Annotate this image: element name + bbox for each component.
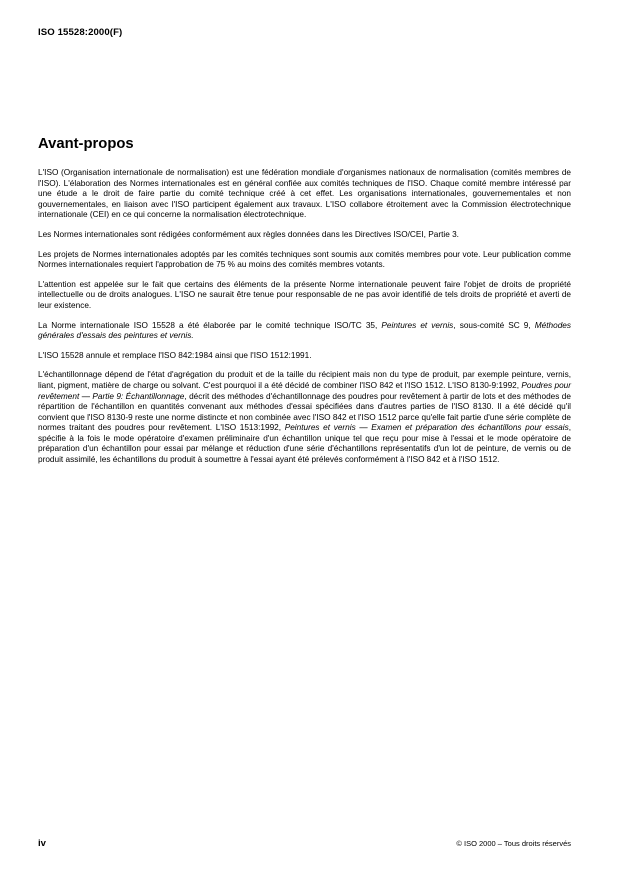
emphasis-subcommittee-title: Méthodes générales d'essais des peintures et vernis.: [38, 320, 571, 341]
emphasis-committee-title: Peintures et vernis: [381, 320, 454, 330]
paragraph-directives: Les Normes internationales sont rédigées conformément aux règles données dans les Directives ISO/CEI, Partie 3.: [38, 229, 459, 239]
paragraph-committee: [38, 321, 571, 342]
paragraph-patent-rights: L'attention est appelée sur le fait que certains des éléments de la présente Norme internationale peuvent faire l'objet de droits de propriété intellectuelle ou de droits analogues. L'ISO ne saurait être tenue pour responsable de ne pas avoir identifié de tels droits de propriété et averti de leur existence.: [38, 279, 571, 310]
text-segment: , sous-comité SC 9,: [453, 320, 535, 330]
foreword-body: [38, 168, 571, 475]
copyright-notice: © ISO 2000 – Tous droits réservés: [456, 839, 571, 848]
text-segment: La Norme internationale ISO 15528 a été élaborée par le comité technique ISO/TC 35,: [38, 320, 382, 330]
paragraph-replacement: L'ISO 15528 annule et remplace l'ISO 842:1984 ainsi que l'ISO 1512:1991.: [38, 350, 312, 360]
emphasis-standard-title: Poudres pour revêtement — Partie 9: Échantillonnage: [38, 380, 571, 401]
page-number: iv: [38, 838, 46, 849]
emphasis-standard-title: Peintures et vernis — Examen et préparation des échantillons pour essais: [284, 423, 569, 433]
paragraph-iso-organisation: L'ISO (Organisation internationale de normalisation) est une fédération mondiale d'organismes nationaux de normalisation (comités membres de l'ISO). L'élaboration des Normes internationales est en général confiée aux comités techniques de l'ISO. Chaque comité membre intéressé par une étude a le droit de faire partie du comité technique créé à cet effet. Les organisations internationales, gouvernementales et non gouvernementales, en liaison avec l'ISO participent également aux travaux. L'ISO collabore étroitement avec la Commission électrotechnique internationale (CEI) en ce qui concerne la normalisation électrotechnique.: [38, 168, 571, 220]
page-title: Avant-propos: [38, 136, 134, 152]
paragraph-vote: Les projets de Normes internationales adoptés par les comités techniques sont soumis aux comités membres pour vote. Leur publication comme Normes internationales requiert l'approbation de 75 % au moins des comités membres votants.: [38, 249, 571, 270]
paragraph-sampling: [38, 370, 571, 465]
text-segment: , spécifie à la fois le mode opératoire d'examen préliminaire d'un échantillon unique tel que reçu pour mise à l'essai et le mode opératoire de préparation d'un échantillon pour essai par mélange et réduction d'une série d'échantillons représentatifs d'un lot de peinture, de vernis ou de produit assimilé, les échantillons du produit à soumettre à l'essai ayant été prélevés conformément à l'ISO 842 et à l'ISO 1512.: [38, 423, 571, 465]
text-segment: , décrit des méthodes d'échantillonnage des poudres pour revêtement à partir de lots et des méthodes de répartition de l'échantillon en quantités convenant aux méthodes d'essai spécifiées dans d'autres parties de l'ISO 8130. Il a été décidé qu'il convient que l'ISO 8130-9 reste une norme distincte et non combinée avec l'ISO 842 et l'ISO 1512 parce qu'elle fait partie d'une série complète de normes traitant des poudres pour revêtement. L'ISO 1513:1992,: [38, 391, 571, 433]
text-segment: L'échantillonnage dépend de l'état d'agrégation du produit et de la taille du récipient mais non du type de produit, par exemple peinture, vernis, liant, pigment, matière de charge ou solvant. C'est pourquoi il a été décidé de combiner l'ISO 842 et l'ISO 1512. L'ISO 8130-9:1992,: [38, 370, 571, 390]
document-id-header: ISO 15528:2000(F): [38, 27, 123, 38]
